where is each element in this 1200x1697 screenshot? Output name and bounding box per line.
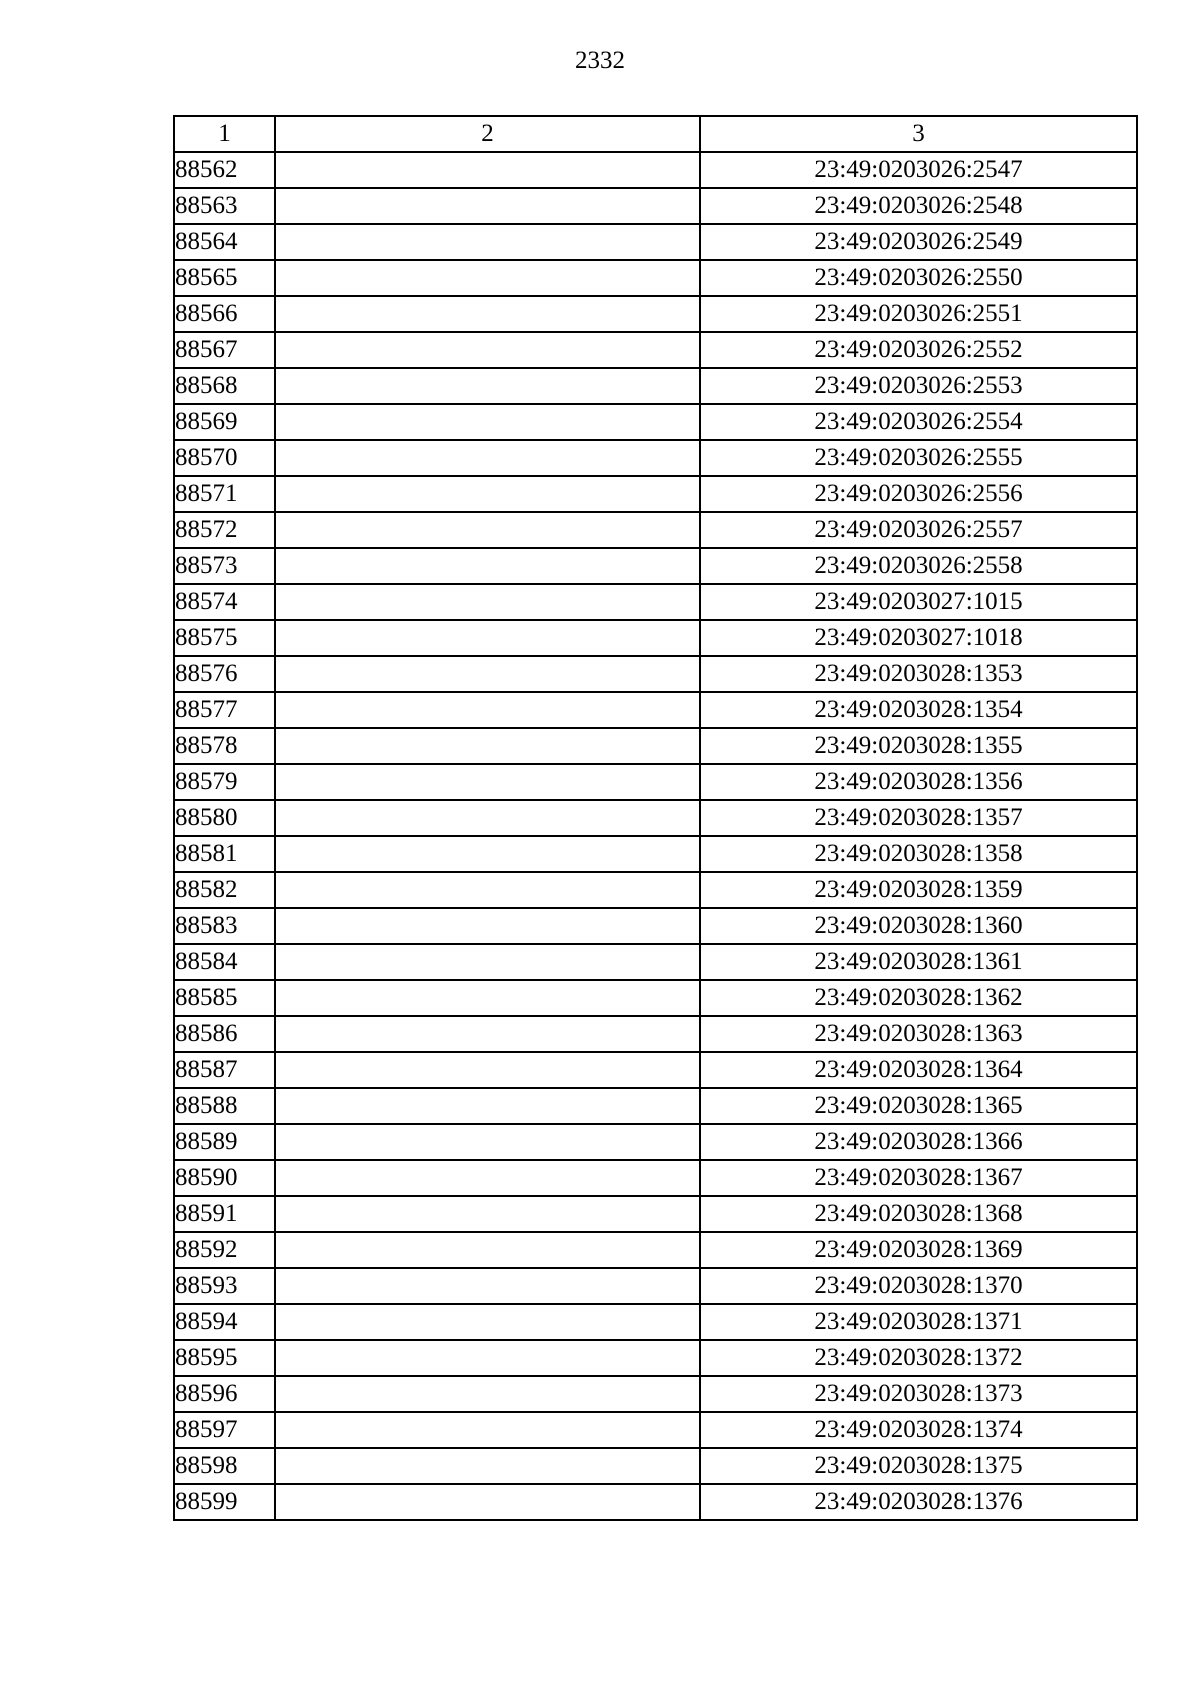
row-name-cell [275, 908, 700, 944]
row-name-cell [275, 872, 700, 908]
column-header-1: 1 [174, 116, 275, 152]
row-number-cell: 88573 [174, 548, 275, 584]
row-number-cell: 88569 [174, 404, 275, 440]
row-name-cell [275, 764, 700, 800]
table-row [174, 872, 1137, 908]
column-header-3: 3 [700, 116, 1137, 152]
cadastral-number-cell: 23:49:0203028:1371 [700, 1304, 1137, 1340]
row-number-cell: 88562 [174, 152, 275, 188]
row-number-cell: 88589 [174, 1124, 275, 1160]
cadastral-number-cell: 23:49:0203026:2552 [700, 332, 1137, 368]
table-row [174, 440, 1137, 476]
row-name-cell [275, 440, 700, 476]
row-name-cell [275, 1196, 700, 1232]
row-name-cell [275, 224, 700, 260]
cadastral-number-cell: 23:49:0203028:1375 [700, 1448, 1137, 1484]
row-name-cell [275, 1052, 700, 1088]
row-name-cell [275, 800, 700, 836]
row-name-cell [275, 1232, 700, 1268]
row-name-cell [275, 1484, 700, 1520]
row-name-cell [275, 152, 700, 188]
table-body [174, 152, 1137, 1520]
cadastral-number-cell: 23:49:0203028:1366 [700, 1124, 1137, 1160]
cadastral-number-cell: 23:49:0203026:2555 [700, 440, 1137, 476]
cadastral-number-cell: 23:49:0203028:1356 [700, 764, 1137, 800]
table-row [174, 368, 1137, 404]
cadastral-number-cell: 23:49:0203028:1372 [700, 1340, 1137, 1376]
row-name-cell [275, 1016, 700, 1052]
table-row [174, 764, 1137, 800]
cadastral-number-cell: 23:49:0203026:2557 [700, 512, 1137, 548]
table-row [174, 188, 1137, 224]
cadastral-number-cell: 23:49:0203026:2547 [700, 152, 1137, 188]
row-name-cell [275, 944, 700, 980]
cadastral-number-cell: 23:49:0203026:2556 [700, 476, 1137, 512]
cadastral-number-cell: 23:49:0203028:1363 [700, 1016, 1137, 1052]
row-name-cell [275, 620, 700, 656]
row-number-cell: 88593 [174, 1268, 275, 1304]
row-name-cell [275, 1448, 700, 1484]
row-name-cell [275, 476, 700, 512]
row-number-cell: 88570 [174, 440, 275, 476]
table-row [174, 1412, 1137, 1448]
row-name-cell [275, 1376, 700, 1412]
row-name-cell [275, 404, 700, 440]
cadastral-number-cell: 23:49:0203028:1370 [700, 1268, 1137, 1304]
table-row [174, 692, 1137, 728]
page-number: 2332 [575, 47, 625, 74]
row-name-cell [275, 1088, 700, 1124]
row-number-cell: 88584 [174, 944, 275, 980]
header-row [174, 116, 1137, 152]
row-number-cell: 88567 [174, 332, 275, 368]
table-row [174, 800, 1137, 836]
table-row [174, 1340, 1137, 1376]
cadastral-number-cell: 23:49:0203028:1354 [700, 692, 1137, 728]
column-header-2: 2 [275, 116, 700, 152]
row-name-cell [275, 1412, 700, 1448]
row-number-cell: 88596 [174, 1376, 275, 1412]
cadastral-number-cell: 23:49:0203028:1359 [700, 872, 1137, 908]
table-row [174, 728, 1137, 764]
table-header [174, 116, 1137, 152]
cadastral-number-cell: 23:49:0203028:1368 [700, 1196, 1137, 1232]
cadastral-number-cell: 23:49:0203026:2554 [700, 404, 1137, 440]
row-number-cell: 88578 [174, 728, 275, 764]
cadastral-number-cell: 23:49:0203027:1018 [700, 620, 1137, 656]
table-row [174, 1304, 1137, 1340]
row-number-cell: 88572 [174, 512, 275, 548]
cadastral-number-cell: 23:49:0203028:1355 [700, 728, 1137, 764]
row-name-cell [275, 368, 700, 404]
cadastral-number-cell: 23:49:0203027:1015 [700, 584, 1137, 620]
row-number-cell: 88579 [174, 764, 275, 800]
row-name-cell [275, 1124, 700, 1160]
cadastral-number-cell: 23:49:0203028:1364 [700, 1052, 1137, 1088]
table-row [174, 584, 1137, 620]
cadastral-number-cell: 23:49:0203028:1365 [700, 1088, 1137, 1124]
cadastral-number-cell: 23:49:0203028:1369 [700, 1232, 1137, 1268]
table-row [174, 1448, 1137, 1484]
table-row [174, 1052, 1137, 1088]
row-number-cell: 88568 [174, 368, 275, 404]
row-number-cell: 88574 [174, 584, 275, 620]
row-name-cell [275, 548, 700, 584]
cadastral-number-cell: 23:49:0203028:1376 [700, 1484, 1137, 1520]
cadastral-number-cell: 23:49:0203028:1361 [700, 944, 1137, 980]
table-row [174, 404, 1137, 440]
row-number-cell: 88587 [174, 1052, 275, 1088]
row-number-cell: 88598 [174, 1448, 275, 1484]
row-name-cell [275, 1340, 700, 1376]
cadastral-number-cell: 23:49:0203028:1373 [700, 1376, 1137, 1412]
table-row [174, 836, 1137, 872]
row-number-cell: 88563 [174, 188, 275, 224]
cadastral-number-cell: 23:49:0203028:1353 [700, 656, 1137, 692]
table-row [174, 656, 1137, 692]
table-row [174, 1484, 1137, 1520]
row-name-cell [275, 1160, 700, 1196]
table-row [174, 1124, 1137, 1160]
row-name-cell [275, 1304, 700, 1340]
table-row [174, 224, 1137, 260]
row-number-cell: 88581 [174, 836, 275, 872]
cadastral-number-cell: 23:49:0203026:2553 [700, 368, 1137, 404]
row-number-cell: 88564 [174, 224, 275, 260]
row-name-cell [275, 188, 700, 224]
row-number-cell: 88595 [174, 1340, 275, 1376]
table-row [174, 1268, 1137, 1304]
row-number-cell: 88576 [174, 656, 275, 692]
row-number-cell: 88585 [174, 980, 275, 1016]
cadastral-number-cell: 23:49:0203028:1374 [700, 1412, 1137, 1448]
row-number-cell: 88571 [174, 476, 275, 512]
cadastral-number-cell: 23:49:0203026:2558 [700, 548, 1137, 584]
row-name-cell [275, 296, 700, 332]
row-number-cell: 88566 [174, 296, 275, 332]
table-row [174, 944, 1137, 980]
row-number-cell: 88565 [174, 260, 275, 296]
cadastral-number-cell: 23:49:0203026:2548 [700, 188, 1137, 224]
cadastral-number-cell: 23:49:0203028:1367 [700, 1160, 1137, 1196]
row-number-cell: 88582 [174, 872, 275, 908]
row-number-cell: 88580 [174, 800, 275, 836]
table-row [174, 548, 1137, 584]
cadastral-number-cell: 23:49:0203026:2551 [700, 296, 1137, 332]
row-name-cell [275, 692, 700, 728]
row-name-cell [275, 260, 700, 296]
table-row [174, 908, 1137, 944]
table-row [174, 620, 1137, 656]
table-row [174, 1196, 1137, 1232]
table-row [174, 1376, 1137, 1412]
table-row [174, 152, 1137, 188]
table-row [174, 1160, 1137, 1196]
table-row [174, 260, 1137, 296]
row-name-cell [275, 512, 700, 548]
row-number-cell: 88588 [174, 1088, 275, 1124]
row-number-cell: 88592 [174, 1232, 275, 1268]
row-name-cell [275, 584, 700, 620]
table-row [174, 512, 1137, 548]
cadastral-number-cell: 23:49:0203026:2549 [700, 224, 1137, 260]
table-row [174, 1088, 1137, 1124]
registry-table [173, 115, 1138, 1521]
row-number-cell: 88599 [174, 1484, 275, 1520]
row-number-cell: 88586 [174, 1016, 275, 1052]
table-row [174, 1232, 1137, 1268]
cadastral-number-cell: 23:49:0203028:1360 [700, 908, 1137, 944]
row-number-cell: 88577 [174, 692, 275, 728]
table-row [174, 980, 1137, 1016]
row-name-cell [275, 1268, 700, 1304]
row-name-cell [275, 728, 700, 764]
row-name-cell [275, 656, 700, 692]
cadastral-number-cell: 23:49:0203028:1357 [700, 800, 1137, 836]
cadastral-number-cell: 23:49:0203026:2550 [700, 260, 1137, 296]
row-number-cell: 88590 [174, 1160, 275, 1196]
row-number-cell: 88591 [174, 1196, 275, 1232]
row-number-cell: 88594 [174, 1304, 275, 1340]
row-name-cell [275, 836, 700, 872]
row-name-cell [275, 332, 700, 368]
table-row [174, 476, 1137, 512]
table-row [174, 296, 1137, 332]
row-number-cell: 88575 [174, 620, 275, 656]
table-row [174, 1016, 1137, 1052]
cadastral-number-cell: 23:49:0203028:1362 [700, 980, 1137, 1016]
row-number-cell: 88597 [174, 1412, 275, 1448]
row-name-cell [275, 980, 700, 1016]
table-row [174, 332, 1137, 368]
cadastral-number-cell: 23:49:0203028:1358 [700, 836, 1137, 872]
row-number-cell: 88583 [174, 908, 275, 944]
